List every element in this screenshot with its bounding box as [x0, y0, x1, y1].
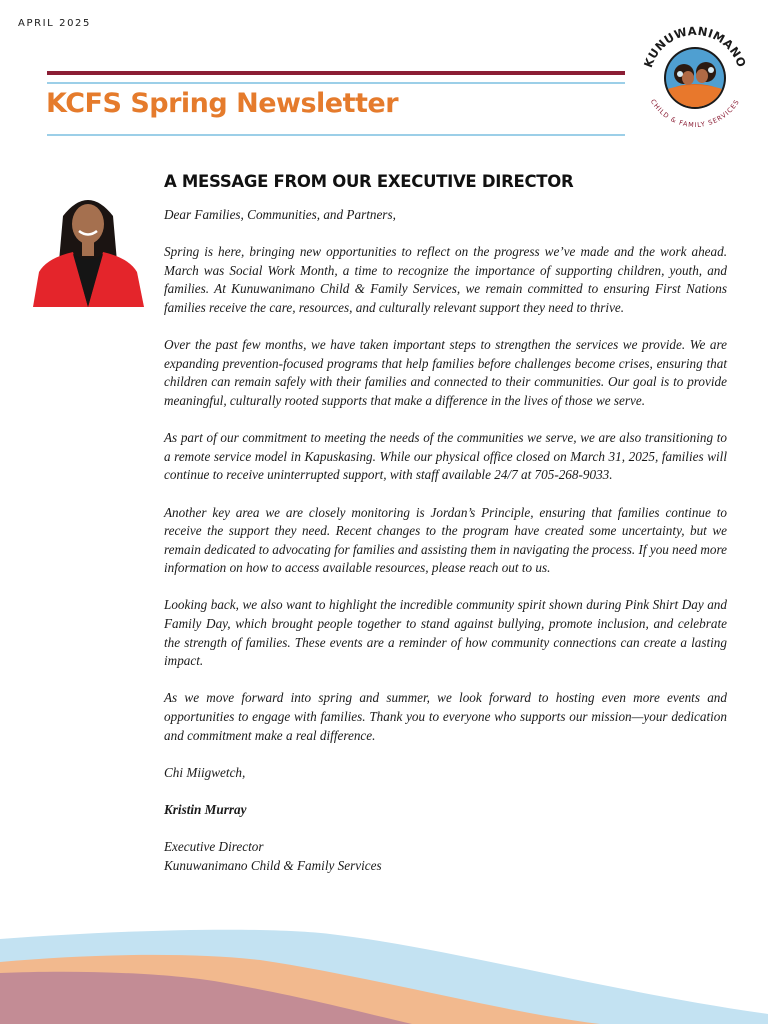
letter-paragraph: Looking back, we also want to highlight the incredible community spirit shown during Pink Shirt Day and Family Day, which brought people together to stand against bullying, promote inclusion, and celebrate the strength of families. These events are a reminder of how community connections can create a lasting impact. [164, 597, 727, 669]
letter-paragraph: Another key area we are closely monitoring is Jordan’s Principle, ensuring that families continue to receive the support they need. Recent changes to the program have created some uncertainty, but we remain dedicated to advocating for families and assisting them in navigating the process. If you need more information on how to access available resources, please reach out to us. [164, 504, 727, 576]
director-letter [164, 206, 727, 875]
newsletter-title: KCFS Spring Newsletter [46, 88, 399, 119]
section-heading: A MESSAGE FROM OUR EXECUTIVE DIRECTOR [164, 172, 574, 191]
kcfs-logo [636, 18, 754, 136]
face-shape [72, 204, 104, 244]
header-rule-blue-bottom [47, 134, 625, 136]
signature-name: Kristin Murray [164, 802, 247, 817]
signature-title: Executive Director [164, 839, 264, 855]
footer-waves [0, 900, 768, 1024]
director-photo [33, 186, 144, 307]
header-rule-red [47, 71, 625, 75]
issue-date: APRIL 2025 [18, 18, 91, 29]
letter-paragraph: Spring is here, bringing new opportunities to reflect on the progress we’ve made and the work ahead. March was Social Work Month, a time to recognize the importance of supporting children, youth, and families. At Kunuwanimano Child & Family Services, we remain committed to ensuring First Nations families receive the care, resources, and culturally relevant support they need to thrive. [164, 244, 727, 315]
logo-subtitle-text: CHILD & FAMILY SERVICES [648, 97, 742, 130]
letter-paragraph: As we move forward into spring and summer, we look forward to hosting even more events and opportunities to engage with families. Thank you to everyone who supports our mission—your dedication and commitment make a real difference. [164, 690, 727, 743]
letter-paragraph: Over the past few months, we have taken important steps to strengthen the services we provide. We are expanding prevention-focused programs that help families before challenges become crises, ensuring that children can remain safely with their families and connected to their communities. Our goal is to provide meaningful, culturally rooted supports that make a difference in the lives of those we serve. [164, 337, 727, 408]
letter-greeting: Dear Families, Communities, and Partners, [164, 207, 396, 222]
logo-name-text: KUNUWANIMANO [641, 23, 750, 70]
letter-paragraph: As part of our commitment to meeting the needs of the communities we serve, we are also transitioning to a remote service model in Kapuskasing. While our physical office closed on March 31, 2025, families will continue to receive uninterrupted support, with staff available 24/7 at 705-268-9033. [164, 430, 727, 483]
letter-closing: Chi Miigwetch, [164, 764, 246, 780]
signature-organization: Kunuwanimano Child & Family Services [164, 857, 382, 873]
header-rule-blue-top [47, 82, 625, 84]
